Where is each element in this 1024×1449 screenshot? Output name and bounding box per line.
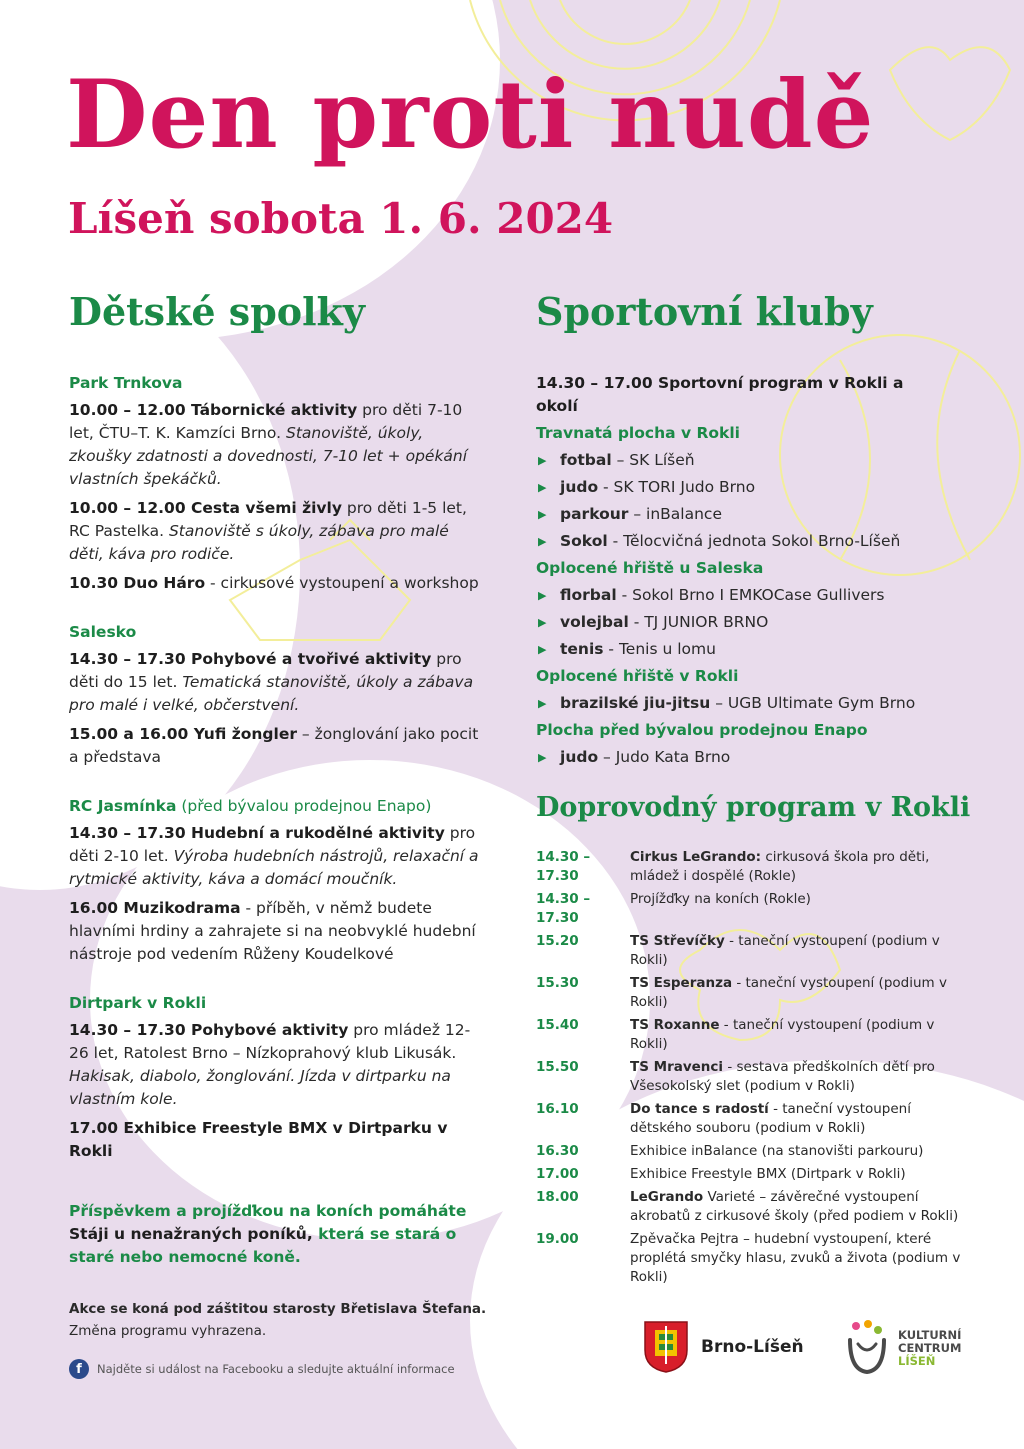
bullet-icon: ▶ bbox=[538, 454, 547, 467]
side-program-schedule bbox=[536, 848, 966, 1291]
patronage-text: Akce se koná pod záštitou starosty Břetislava Štefana. bbox=[69, 1301, 487, 1317]
sports-location: Oplocené hřiště u Saleska bbox=[536, 559, 764, 577]
activity-item: 14.30 – 17.30 Pohybové a tvořivé aktivity pro děti do 15 let. Tematická stanoviště, úkoly a zábava pro malé i velké, občerstvení. bbox=[69, 650, 474, 714]
schedule-row: 18.00 LeGrando Varieté – závěrečné vystoupení akrobatů z cirkusové školy (před podiem v Rokli) bbox=[536, 1189, 959, 1224]
coat-of-arms-icon bbox=[643, 1320, 689, 1374]
support-note: Příspěvkem a projížďkou na koních pomáháte Stáji u nenažraných poníků, která se stará o staré nebo nemocné koně. bbox=[69, 1202, 467, 1266]
schedule-row: 17.00 Exhibice Freestyle BMX (Dirtpark v Rokli) bbox=[536, 1166, 906, 1182]
sport-item: ▶ fotbal – SK Líšeň bbox=[536, 449, 946, 472]
activity-item: 10.00 – 12.00 Tábornické aktivity pro děti 7-10 let, ČTU–T. K. Kamzíci Brno. Stanoviště, úkoly, zkoušky zdatnosti a dovednosti, 7-10 let + opékání vlastních špekáčků. bbox=[69, 401, 468, 488]
schedule-row: 15.30 TS Esperanza - taneční vystoupení (podium v Rokli) bbox=[536, 975, 947, 1010]
heading-detske-spolky: Dětské spolky bbox=[69, 289, 365, 334]
schedule-row: 16.30 Exhibice inBalance (na stanovišti parkouru) bbox=[536, 1143, 924, 1159]
venue-name: Dirtpark v Rokli bbox=[69, 994, 207, 1012]
kulturni-centrum-text: KULTURNÍ CENTRUM LÍŠEŇ bbox=[898, 1327, 962, 1368]
sport-item: ▶ florbal - Sokol Brno I EMKOCase Gullivers bbox=[536, 584, 946, 607]
kids-clubs-column bbox=[69, 372, 479, 1189]
bullet-icon: ▶ bbox=[538, 643, 547, 656]
venue-name: Park Trnkova bbox=[69, 374, 183, 392]
bullet-icon: ▶ bbox=[538, 535, 547, 548]
page-title: Den proti nudě bbox=[66, 60, 875, 170]
schedule-row: 15.40 TS Roxanne - taneční vystoupení (podium v Rokli) bbox=[536, 1017, 935, 1052]
program-change-note: Změna programu vyhrazena. bbox=[69, 1323, 267, 1339]
bullet-icon: ▶ bbox=[538, 616, 547, 629]
schedule-row: 16.10 Do tance s radostí - taneční vystoupení dětského souboru (podium v Rokli) bbox=[536, 1101, 911, 1136]
activity-item: 16.00 Muzikodrama - příběh, v němž budete hlavními hrdiny a zahrajete si na neobvyklé hudební nástroje pod vedením Růženy Koudelkové bbox=[69, 899, 476, 963]
activity-item: 17.00 Exhibice Freestyle BMX v Dirtparku v Rokli bbox=[69, 1119, 448, 1160]
facebook-notice[interactable] bbox=[69, 1359, 455, 1379]
brno-lisen-label: Brno-Líšeň bbox=[701, 1337, 804, 1357]
section-rc-jasminka bbox=[69, 795, 479, 966]
bullet-icon: ▶ bbox=[538, 697, 547, 710]
sports-location: Oplocené hřiště v Rokli bbox=[536, 667, 739, 685]
heading-doprovodny-program: Doprovodný program v Rokli bbox=[536, 792, 971, 823]
bullet-icon: ▶ bbox=[538, 589, 547, 602]
brno-lisen-logo bbox=[643, 1320, 804, 1374]
schedule-row: 19.00 Zpěvačka Pejtra – hudební vystoupení, které proplétá smyčky hlasu, zvuků a života (podium v Rokli) bbox=[536, 1231, 961, 1285]
sports-clubs-column bbox=[536, 372, 946, 773]
sport-item: ▶ tenis - Tenis u lomu bbox=[536, 638, 946, 661]
section-salesko bbox=[69, 621, 479, 769]
sports-location: Travnatá plocha v Rokli bbox=[536, 424, 740, 442]
patronage-info bbox=[69, 1298, 486, 1342]
venue-name: Salesko bbox=[69, 623, 137, 641]
sports-program-time: 14.30 – 17.00 Sportovní program v Rokli a okolí bbox=[536, 374, 904, 415]
schedule-row: 15.50 TS Mravenci - sestava předškolních dětí pro Všesokolský slet (podium v Rokli) bbox=[536, 1059, 935, 1094]
sport-item: ▶ parkour – inBalance bbox=[536, 503, 946, 526]
schedule-row: 14.30 – 17.30 Cirkus LeGrando: cirkusová škola pro děti, mládež i dospělé (Rokle) bbox=[536, 849, 930, 884]
facebook-text: Najděte si událost na Facebooku a sledujte aktuální informace bbox=[97, 1362, 455, 1376]
kulturni-centrum-logo bbox=[842, 1318, 961, 1378]
bullet-icon: ▶ bbox=[538, 751, 547, 764]
kulturni-centrum-emblem-icon bbox=[842, 1318, 892, 1378]
activity-item: 15.00 a 16.00 Yufi žongler – žonglování jako pocit a představa bbox=[69, 725, 479, 766]
sport-item: ▶ brazilské jiu-jitsu – UGB Ultimate Gym Brno bbox=[536, 692, 946, 715]
heading-sportovni-kluby: Sportovní kluby bbox=[536, 289, 873, 334]
section-park-trnkova bbox=[69, 372, 479, 595]
sport-item: ▶ judo - SK TORI Judo Brno bbox=[536, 476, 946, 499]
activity-item: 14.30 – 17.30 Hudební a rukodělné aktivity pro děti 2-10 let. Výroba hudebních nástrojů, relaxační a rytmické aktivity, káva a domácí moučník. bbox=[69, 824, 479, 888]
schedule-row: 15.20 TS Střevíčky - taneční vystoupení (podium v Rokli) bbox=[536, 933, 940, 968]
venue-name: RC Jasmínka (před bývalou prodejnou Enapo) bbox=[69, 797, 432, 815]
schedule-row: 14.30 – 17.30 Projížďky na koních (Rokle) bbox=[536, 891, 811, 926]
bullet-icon: ▶ bbox=[538, 481, 547, 494]
section-dirtpark bbox=[69, 992, 479, 1163]
sport-item: ▶ Sokol - Tělocvičná jednota Sokol Brno-Líšeň bbox=[536, 530, 946, 553]
activity-item: 14.30 – 17.30 Pohybové aktivity pro mládež 12-26 let, Ratolest Brno – Nízkoprahový klub Likusák. Hakisak, diabolo, žonglování. Jízda v dirtparku na vlastním kole. bbox=[69, 1021, 471, 1108]
event-date-subtitle: Líšeň sobota 1. 6. 2024 bbox=[68, 194, 614, 243]
sport-item: ▶ judo – Judo Kata Brno bbox=[536, 746, 946, 769]
activity-item: 10.30 Duo Háro - cirkusové vystoupení a workshop bbox=[69, 574, 479, 592]
sports-location: Plocha před bývalou prodejnou Enapo bbox=[536, 721, 868, 739]
activity-item: 10.00 – 12.00 Cesta všemi živly pro děti 1-5 let, RC Pastelka. Stanoviště s úkoly, zábava pro malé děti, káva pro rodiče. bbox=[69, 499, 467, 563]
sport-item: ▶ volejbal - TJ JUNIOR BRNO bbox=[536, 611, 946, 634]
facebook-icon: f bbox=[69, 1359, 89, 1379]
bullet-icon: ▶ bbox=[538, 508, 547, 521]
